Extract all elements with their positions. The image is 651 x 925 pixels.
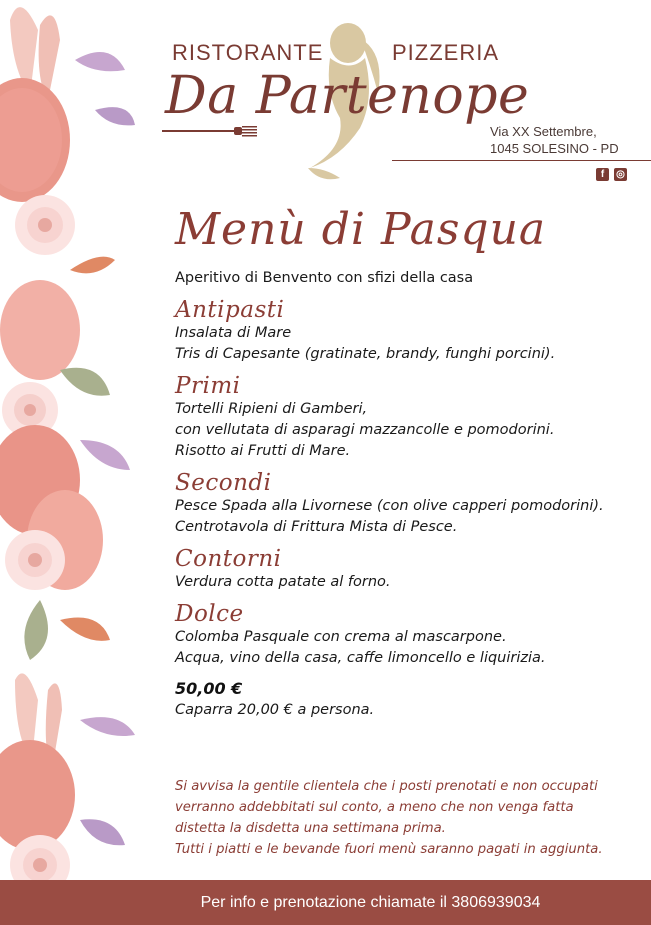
fork-icon (162, 124, 257, 138)
footer-bar (0, 880, 651, 925)
menu-item: Tris di Capesante (gratinate, brandy, funghi porcini). (175, 346, 556, 362)
facebook-icon[interactable]: f (596, 168, 609, 181)
notice-line: Si avvisa la gentile clientela che i posti prenotati e non occupati (175, 779, 598, 794)
address-divider (392, 160, 651, 161)
section-contorni-title: Contorni (175, 546, 282, 572)
section-dolce-title: Dolce (175, 601, 244, 627)
notice-line: Tutti i piatti e le bevande fuori menù saranno pagati in aggiunta. (175, 842, 603, 857)
deposit-line: Caparra 20,00 € a persona. (175, 702, 375, 718)
section-primi-title: Primi (175, 373, 241, 399)
notice-line: distetta la disdetta una settimana prima. (175, 821, 446, 836)
notice-text (175, 776, 645, 860)
address-street: Via XX Settembre, (490, 124, 597, 139)
brand-name: Da Partenope (165, 66, 530, 126)
menu-title: Menù di Pasqua (175, 204, 547, 255)
menu-item: Verdura cotta patate al forno. (175, 574, 391, 590)
welcome-line: Aperitivo di Benvento con sfizi della casa (175, 270, 474, 286)
menu-item: Risotto ai Frutti di Mare. (175, 443, 351, 459)
menu-item: con vellutata di asparagi mazzancolle e pomodorini. (175, 422, 555, 438)
menu-item: Insalata di Mare (175, 325, 292, 341)
menu-item: Colomba Pasquale con crema al mascarpone. (175, 629, 507, 645)
brand-pizzeria: PIZZERIA (392, 40, 500, 65)
menu-item: Acqua, vino della casa, caffe limoncello e liquirizia. (175, 650, 546, 666)
menu-item: Pesce Spada alla Livornese (con olive capperi pomodorini). (175, 498, 604, 514)
notice-line: verranno addebbitati sul conto, a meno che non venga fatta (175, 800, 574, 815)
instagram-icon[interactable]: ◎ (614, 168, 627, 181)
menu-price: 50,00 € (175, 679, 243, 698)
section-antipasti-title: Antipasti (175, 297, 285, 323)
brand-ristorante: RISTORANTE (172, 40, 324, 65)
menu-content (175, 268, 635, 721)
menu-item: Centrotavola di Frittura Mista di Pesce. (175, 519, 458, 535)
address-city: 1045 SOLESINO - PD (490, 141, 619, 156)
section-secondi-title: Secondi (175, 470, 272, 496)
footer-contact[interactable]: Per info e prenotazione chiamate il 3806939034 (200, 893, 541, 911)
menu-item: Tortelli Ripieni di Gamberi, (175, 401, 368, 417)
floral-decoration (0, 0, 150, 880)
